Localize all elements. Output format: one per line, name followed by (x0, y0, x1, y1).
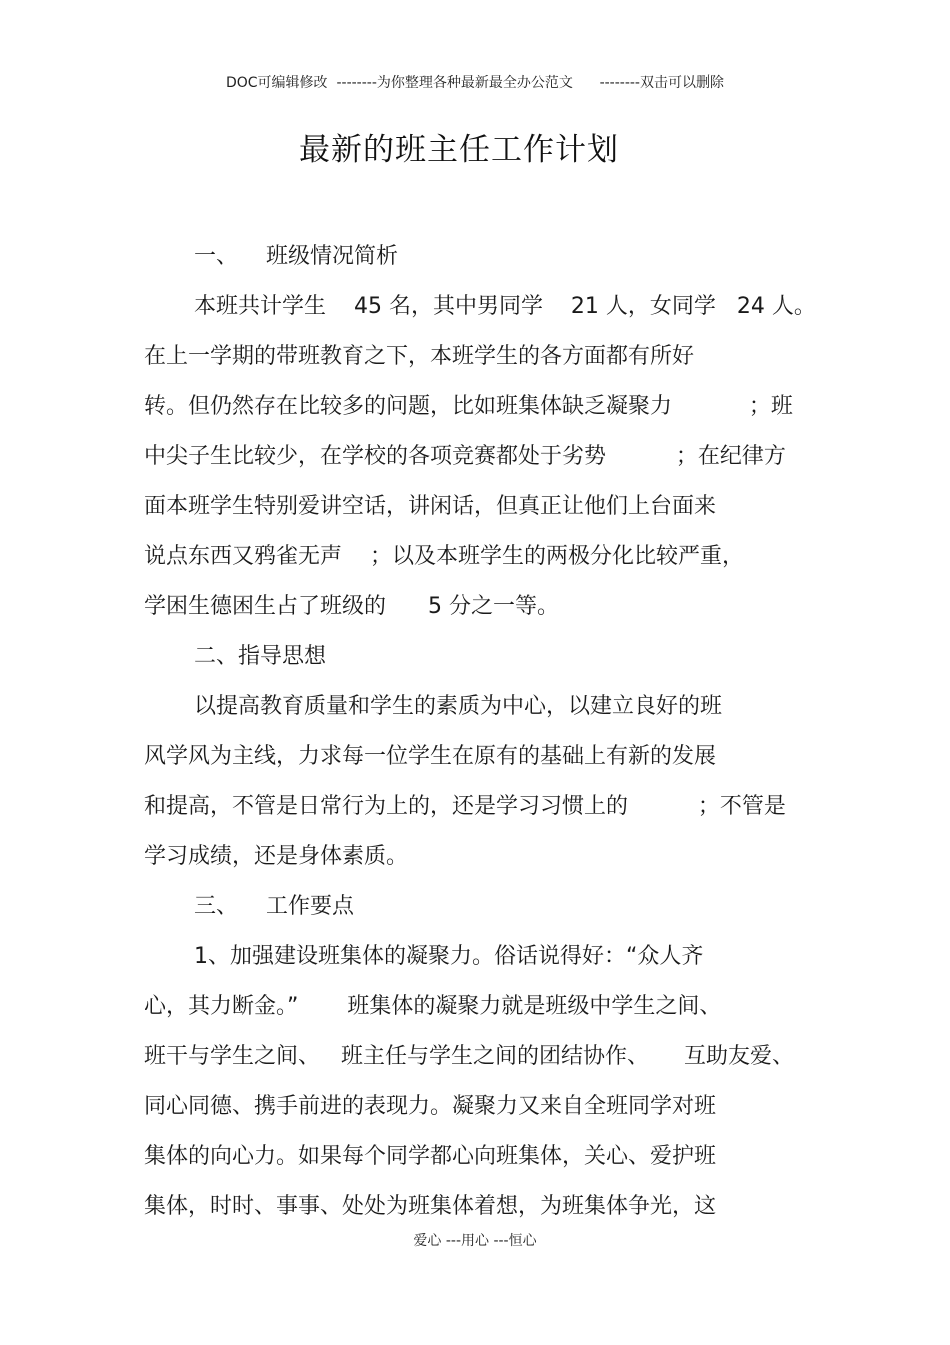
section-heading-2: 二、指导思想 (194, 644, 327, 669)
paragraph-line: 学习成绩，还是身体素质。 (144, 844, 409, 869)
paragraph-line: 说点东西又鸦雀无声 ；以及本班学生的两极分化比较严重， (144, 544, 744, 569)
paragraph-line: 心，其力断金。” 班集体的凝聚力就是班级中学生之间、 (144, 994, 722, 1019)
paragraph-line: 和提高，不管是日常行为上的，还是学习习惯上的 ；不管是 (144, 794, 786, 819)
paragraph-line: 在上一学期的带班教育之下，本班学生的各方面都有所好 (144, 344, 695, 369)
section-heading-3: 三、 工作要点 (194, 894, 354, 919)
paragraph-line: 同心同德、携手前进的表现力。凝聚力又来自全班同学对班 (144, 1094, 717, 1119)
document-title: 最新的班主任工作计划 (299, 132, 619, 168)
paragraph-line: 中尖子生比较少，在学校的各项竞赛都处于劣势 ；在纪律方 (144, 444, 786, 469)
paragraph-line: 面本班学生特别爱讲空话，讲闲话，但真正让他们上台面来 (144, 494, 717, 519)
paragraph-line: 班干与学生之间、 班主任与学生之间的团结协作、 互助友爱、 (144, 1044, 794, 1069)
paragraph-line: 学困生德困生占了班级的 5 分之一等。 (144, 594, 559, 619)
paragraph-line: 集体的向心力。如果每个同学都心向班集体，关心、爱护班 (144, 1144, 717, 1169)
paragraph-line: 集体，时时、事事、处处为班集体着想，为班集体争光，这 (144, 1194, 717, 1219)
paragraph-line: 以提高教育质量和学生的素质为中心，以建立良好的班 (194, 694, 723, 719)
document-header: DOC可编辑修改 --------为你整理各种最新最全办公范文 --------双击可以删除 (225, 75, 724, 91)
section-heading-1: 一、 班级情况简析 (194, 244, 398, 269)
document-footer: 爱心 ---用心 ---恒心 (413, 1233, 537, 1249)
paragraph-line: 转。但仍然存在比较多的问题，比如班集体缺乏凝聚力 ；班 (144, 394, 793, 419)
paragraph-line: 1、加强建设班集体的凝聚力。俗话说得好：“众人齐 (194, 944, 704, 969)
paragraph-line: 本班共计学生 45 名，其中男同学 21 人，女同学 24 人。 (194, 294, 816, 319)
paragraph-line: 风学风为主线，力求每一位学生在原有的基础上有新的发展 (144, 744, 717, 769)
